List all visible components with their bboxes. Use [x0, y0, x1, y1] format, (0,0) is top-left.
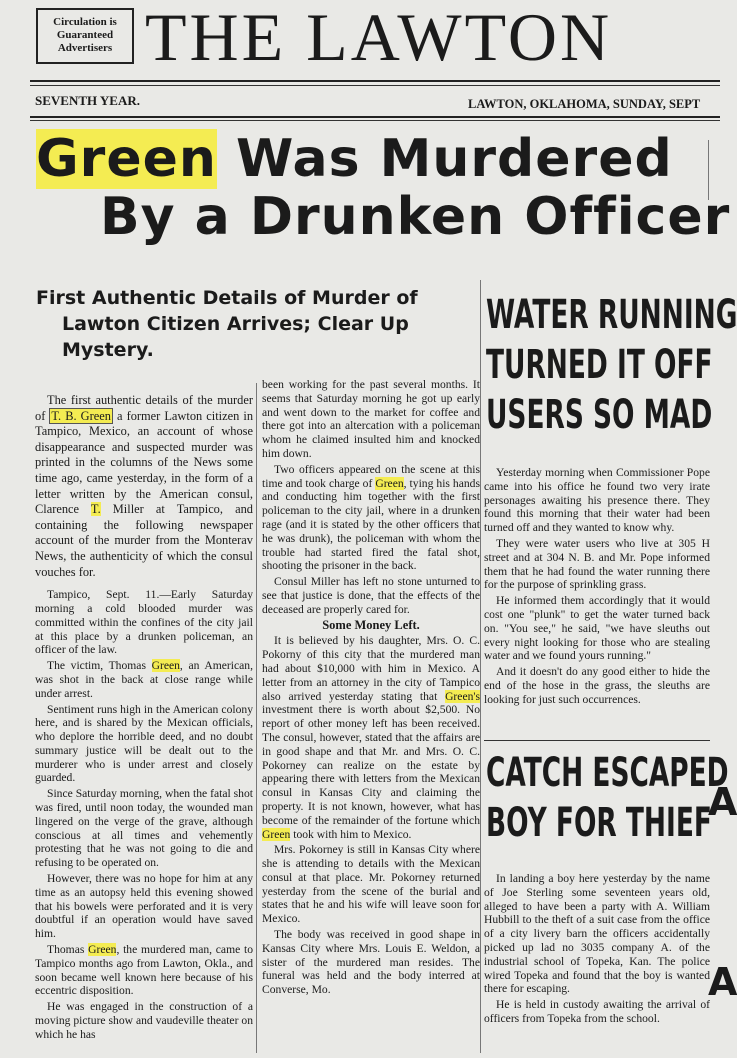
column-rule	[708, 140, 709, 200]
main-headline-line1	[36, 128, 673, 190]
paragraph: However, there was no hope for him at any time as an autopsy held this evening showed that his bowels were perforated and it is very doubtful if an operation would have saved him.	[35, 872, 253, 941]
text: Miller at Tampico, and containing the following newspaper account of the murder from the Monterav News, the authenticity of which the consul vouches for.	[35, 502, 253, 579]
paragraph: been working for the past several months. It seems that Saturday morning he got up early and went down to the market for coffee and there got into an altercation with a policeman whom he claimed insulted him and knocked him down.	[262, 378, 480, 460]
text: Two officers appeared on the scene at this time and took charge of	[262, 462, 480, 490]
paragraph: Since Saturday morning, when the fatal shot was fired, until noon today, the wounded man lingered on the verge of the grave, although conscious at all times and vehemently protesting that he was not going to die and refusing to be operated on.	[35, 787, 253, 870]
subhead-line: Lawton Citizen Arrives; Clear Up	[62, 313, 409, 335]
headline-line: CATCH ESCAPED	[486, 750, 729, 796]
text: Thomas	[47, 943, 89, 957]
column-rule	[256, 383, 257, 1053]
text: investment there is worth about $2,500. No report of other money left has been received. The consul, however, stated that the affairs are in good shape and that Mr. and Mrs. O. C. Pokorney can realize on the estate by appearing there with letters from the Mexican consul in Kansas City and claiming the property. It is not known, however, what has become of the remainder of the fortune which	[262, 703, 480, 827]
lead-paragraph	[35, 393, 253, 580]
text: a former Lawton citizen in Tampico, Mexico, an account of whose disappearance and suspected murder was printed in the columns of the News some time ago, came yesterday, in the form of a letter written by the American consul, Clarence	[35, 408, 254, 517]
headline-highlight: Green	[36, 129, 217, 189]
dateline-rule	[30, 116, 720, 118]
headline-line: TURNED IT OFF	[486, 342, 713, 388]
text: took with him to Mexico.	[290, 827, 412, 841]
paragraph: Consul Miller has left no stone unturned to see that justice is done, that the effects of the deceased are properly cared for.	[262, 575, 480, 616]
article-column-1	[35, 393, 253, 1044]
paragraph: Yesterday morning when Commissioner Pope came into his office he found two very irate personages awaiting his presence there. They found this morning that their water had been turned off and they wanted to know why.	[484, 466, 710, 535]
headline-line: BOY FOR THIEF	[486, 800, 712, 846]
cropped-letter: A	[708, 960, 737, 1004]
story-divider	[484, 740, 710, 741]
headline-line: WATER RUNNING	[486, 292, 737, 338]
text: The first authentic details of the murder of	[35, 393, 253, 423]
paragraph	[262, 634, 480, 841]
ear-line: Guaranteed	[56, 29, 114, 41]
catch-story	[484, 872, 710, 1028]
text: , an American, was shot in the back at close range while under arrest.	[35, 659, 253, 700]
text: It is believed by his daughter, Mrs. O. C. Pokorny of this city that the murdered man had about $10,000 with him in Mexico. A letter from an attorney in the city of Tampico also arrived yesterday stating that	[262, 634, 480, 703]
masthead-ear-box	[36, 8, 134, 64]
paragraph: He was engaged in the construction of a moving picture show and vaudeville theater on which he has	[35, 1000, 253, 1041]
highlighted-initial: T.	[90, 502, 101, 517]
paragraph	[35, 943, 253, 998]
paragraph: The body was received in good shape in Kansas City where Mrs. Louis E. Weldon, a sister of the murdered man resides. The funeral was held and the body interred at Converse, Mo.	[262, 928, 480, 997]
paragraph	[262, 463, 480, 573]
paragraph: He is held in custody awaiting the arrival of officers from Topeka from the school.	[484, 998, 710, 1025]
highlighted-name: Green's	[445, 689, 480, 703]
paragraph: Tampico, Sept. 11.—Early Saturday morning a cold blooded murder was committed within the confines of the city jail at this place by a drunken policeman, an officer of the law.	[35, 588, 253, 657]
main-headline-line2: By a Drunken Officer	[100, 187, 731, 247]
headline-text: Was Murdered	[216, 129, 673, 189]
water-headline	[486, 290, 737, 440]
dateline: LAWTON, OKLAHOMA, SUNDAY, SEPT	[468, 97, 701, 111]
text: , tying his hands and conducting him together with the first policeman to the city jail, where in a drunken rage (and it is stated by the other officers that he was drunk), the policeman with whom the trouble had started fired the fatal shot, shooting the prisoner in the back.	[262, 476, 480, 573]
text: , the murdered man, came to Tampico months ago from Lawton, Okla., and soon became well known here because of his eccentric disposition.	[35, 943, 254, 998]
subhead-line: First Authentic Details of Murder of	[36, 287, 418, 309]
subhead-line: Mystery.	[62, 339, 154, 361]
highlighted-name: Green	[262, 827, 291, 841]
highlighted-name: Green	[375, 476, 404, 490]
highlighted-name: T. B. Green	[51, 408, 111, 423]
paragraph: They were water users who live at 305 H street and at 304 N. B. and Mr. Pope informed them that he had found the water running there for the purpose of sprinkling grass.	[484, 536, 710, 592]
paragraph: Sentiment runs high in the American colony here, and is shared by the Mexican officials, who deplore the horrible deed, and no doubt summary justice will be dealt out to the murderer who is under arrest and closely guarded.	[35, 702, 253, 785]
newspaper-title: THE LAWTON	[145, 0, 613, 75]
headline-line: USERS SO MAD	[486, 392, 713, 438]
cropped-letter: A	[708, 780, 737, 824]
dateline-rule-thin	[30, 120, 720, 121]
paragraph: He informed them accordingly that it would cost one "plunk" to get the water turned back on. "You see," he said, "we have sleuths out every night looking for those who are stealing water and we found yours running."	[484, 594, 710, 663]
text: The victim, Thomas	[47, 659, 152, 673]
column-rule	[480, 280, 481, 1053]
paragraph: And it doesn't do any good either to hide the end of the hose in the grass, the sleuths are looking for just such occurrences.	[484, 665, 710, 706]
subheadline	[36, 285, 476, 363]
ear-line: Circulation is	[53, 16, 117, 28]
masthead-rule	[30, 80, 720, 82]
paragraph: Mrs. Pokorney is still in Kansas City where she is attending to details with the Mexican consul at that place. Mr. Pokorney returned yesterday from the scene of the burial and states that he and his wife will leave soon for Mexico.	[262, 843, 480, 926]
highlighted-name: Green	[151, 659, 180, 673]
masthead-rule-thin	[30, 85, 720, 86]
paragraph: In landing a boy here yesterday by the name of Joe Sterling some seventeen years old, alleged to have been a party with A. William Hubbill to the theft of a suit case from the office of a city livery barn the officers accidentally picked up lad no 3035 company A. of the industrial school of Topeka, Kan. The police wired Topeka and found that the boy is wanted there for escaping.	[484, 872, 710, 996]
highlighted-name: Green	[88, 943, 117, 957]
section-subhead: Some Money Left.	[322, 617, 420, 632]
catch-headline	[486, 748, 729, 848]
paragraph	[35, 659, 253, 700]
edition-label: SEVENTH YEAR.	[35, 93, 140, 108]
article-column-2	[262, 378, 480, 999]
water-story	[484, 466, 710, 709]
ear-line: Advertisers	[57, 42, 113, 54]
